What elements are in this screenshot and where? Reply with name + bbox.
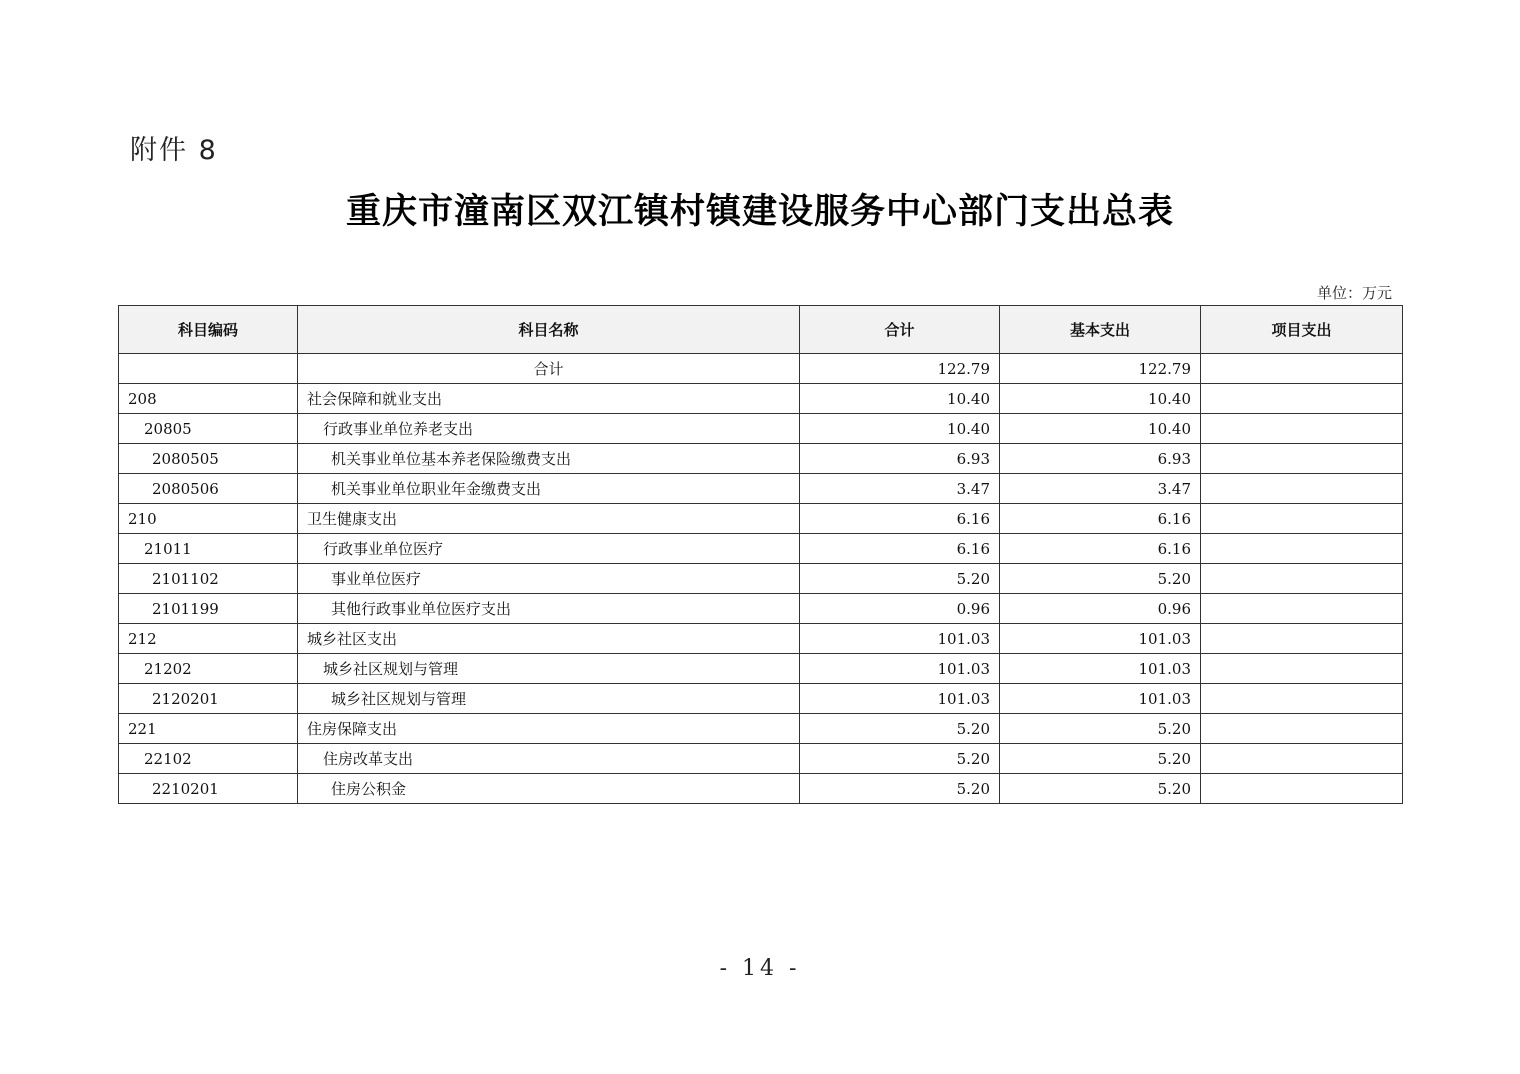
cell-basic: 101.03 (1000, 684, 1201, 714)
table-row (119, 744, 1403, 774)
cell-name: 机关事业单位职业年金缴费支出 (298, 474, 800, 504)
cell-name: 合计 (298, 354, 800, 384)
cell-code (119, 354, 298, 384)
cell-name: 卫生健康支出 (298, 504, 800, 534)
cell-total: 5.20 (800, 744, 1000, 774)
cell-total: 10.40 (800, 384, 1000, 414)
cell-name: 住房保障支出 (298, 714, 800, 744)
cell-total: 5.20 (800, 564, 1000, 594)
cell-total: 122.79 (800, 354, 1000, 384)
expenditure-table (118, 305, 1403, 804)
header-name: 科目名称 (298, 306, 800, 354)
attachment-label: 附件 8 (130, 135, 218, 166)
cell-basic: 5.20 (1000, 774, 1201, 804)
cell-project (1201, 354, 1403, 384)
table-row (119, 474, 1403, 504)
cell-name: 社会保障和就业支出 (298, 384, 800, 414)
table-row (119, 414, 1403, 444)
cell-code: 2101102 (119, 564, 298, 594)
table-header-row (119, 306, 1403, 354)
cell-total: 0.96 (800, 594, 1000, 624)
cell-project (1201, 384, 1403, 414)
cell-project (1201, 774, 1403, 804)
cell-project (1201, 624, 1403, 654)
cell-basic: 6.93 (1000, 444, 1201, 474)
cell-name: 其他行政事业单位医疗支出 (298, 594, 800, 624)
cell-code: 22102 (119, 744, 298, 774)
table-row (119, 654, 1403, 684)
cell-basic: 122.79 (1000, 354, 1201, 384)
cell-total: 101.03 (800, 624, 1000, 654)
cell-project (1201, 744, 1403, 774)
cell-project (1201, 414, 1403, 444)
table-row (119, 504, 1403, 534)
cell-name: 住房公积金 (298, 774, 800, 804)
cell-total: 10.40 (800, 414, 1000, 444)
cell-code: 212 (119, 624, 298, 654)
table-row (119, 594, 1403, 624)
table-row (119, 444, 1403, 474)
cell-project (1201, 444, 1403, 474)
cell-code: 2120201 (119, 684, 298, 714)
cell-basic: 3.47 (1000, 474, 1201, 504)
cell-basic: 101.03 (1000, 624, 1201, 654)
cell-basic: 0.96 (1000, 594, 1201, 624)
cell-basic: 5.20 (1000, 564, 1201, 594)
table-row (119, 384, 1403, 414)
table-row (119, 684, 1403, 714)
cell-project (1201, 504, 1403, 534)
cell-code: 210 (119, 504, 298, 534)
page-number: - 14 - (719, 956, 801, 981)
cell-project (1201, 594, 1403, 624)
cell-basic: 10.40 (1000, 414, 1201, 444)
cell-name: 住房改革支出 (298, 744, 800, 774)
cell-basic: 6.16 (1000, 504, 1201, 534)
total-row (119, 354, 1403, 384)
table-row (119, 624, 1403, 654)
cell-project (1201, 714, 1403, 744)
page-title: 重庆市潼南区双江镇村镇建设服务中心部门支出总表 (345, 192, 1174, 232)
table-row (119, 774, 1403, 804)
cell-name: 机关事业单位基本养老保险缴费支出 (298, 444, 800, 474)
cell-basic: 5.20 (1000, 714, 1201, 744)
header-code: 科目编码 (119, 306, 298, 354)
cell-name: 事业单位医疗 (298, 564, 800, 594)
cell-total: 5.20 (800, 714, 1000, 744)
cell-name: 城乡社区规划与管理 (298, 684, 800, 714)
cell-name: 行政事业单位医疗 (298, 534, 800, 564)
cell-code: 2101199 (119, 594, 298, 624)
cell-project (1201, 654, 1403, 684)
cell-basic: 5.20 (1000, 744, 1201, 774)
cell-project (1201, 564, 1403, 594)
cell-total: 6.16 (800, 534, 1000, 564)
cell-name: 行政事业单位养老支出 (298, 414, 800, 444)
cell-code: 208 (119, 384, 298, 414)
table-row (119, 564, 1403, 594)
header-basic: 基本支出 (1000, 306, 1201, 354)
cell-code: 20805 (119, 414, 298, 444)
cell-total: 6.16 (800, 504, 1000, 534)
cell-project (1201, 534, 1403, 564)
cell-basic: 10.40 (1000, 384, 1201, 414)
header-total: 合计 (800, 306, 1000, 354)
cell-total: 101.03 (800, 684, 1000, 714)
cell-project (1201, 684, 1403, 714)
unit-label: 单位：万元 (1316, 284, 1392, 302)
cell-basic: 6.16 (1000, 534, 1201, 564)
cell-name: 城乡社区支出 (298, 624, 800, 654)
cell-code: 2080505 (119, 444, 298, 474)
cell-name: 城乡社区规划与管理 (298, 654, 800, 684)
cell-total: 6.93 (800, 444, 1000, 474)
table-row (119, 534, 1403, 564)
cell-code: 2080506 (119, 474, 298, 504)
cell-code: 2210201 (119, 774, 298, 804)
cell-project (1201, 474, 1403, 504)
cell-total: 5.20 (800, 774, 1000, 804)
cell-code: 221 (119, 714, 298, 744)
table-row (119, 714, 1403, 744)
cell-total: 3.47 (800, 474, 1000, 504)
header-project: 项目支出 (1201, 306, 1403, 354)
cell-total: 101.03 (800, 654, 1000, 684)
cell-code: 21011 (119, 534, 298, 564)
cell-basic: 101.03 (1000, 654, 1201, 684)
cell-code: 21202 (119, 654, 298, 684)
